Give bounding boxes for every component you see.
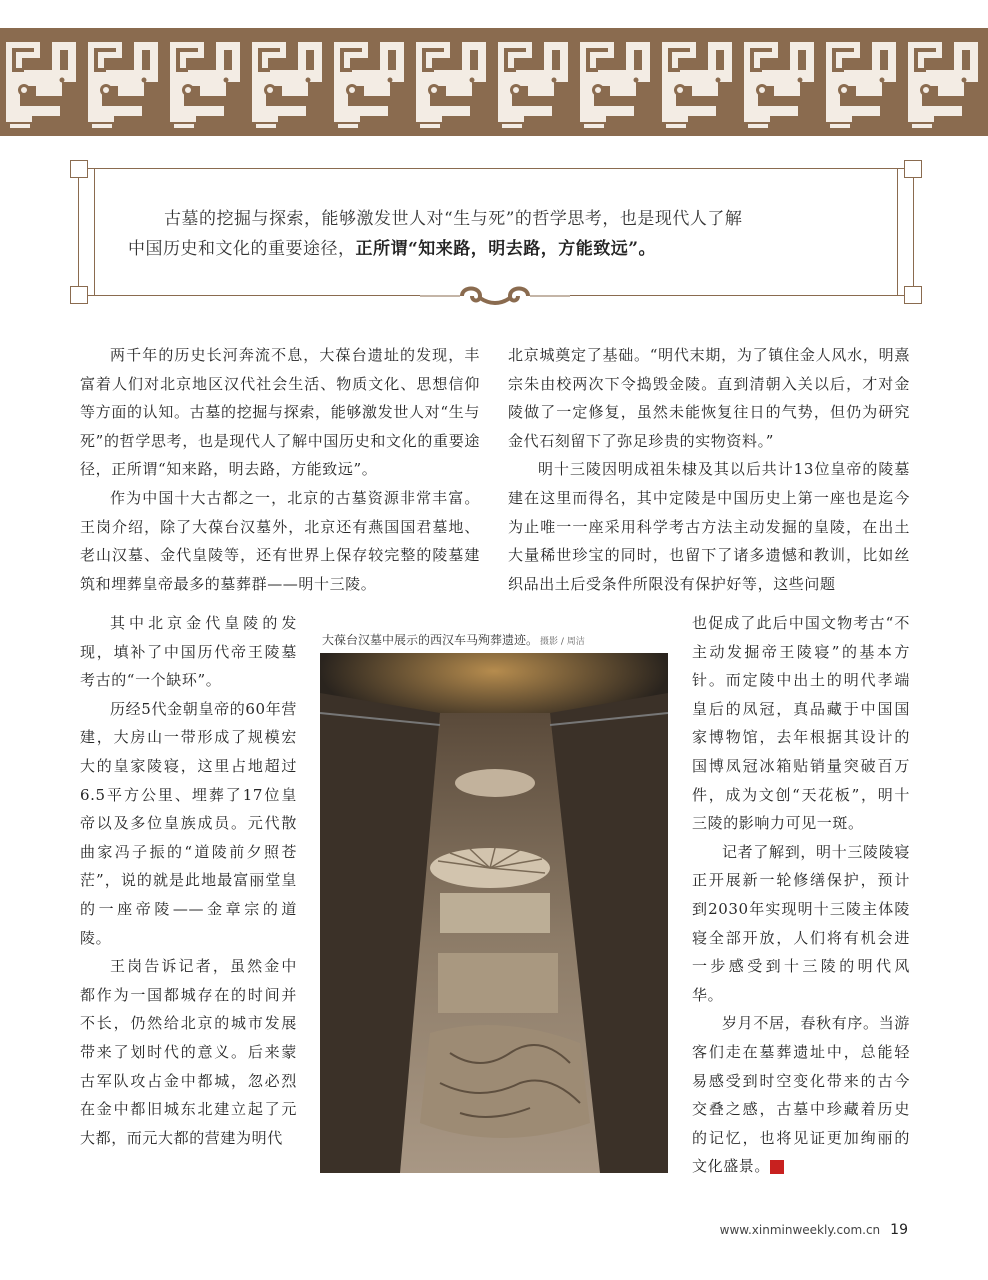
- decorative-pattern-band: [0, 28, 988, 136]
- bronze-pattern-icon: [0, 28, 988, 136]
- photo-caption-text: 大葆台汉墓中展示的西汉车马殉葬遗迹。: [322, 633, 539, 647]
- article-column-left-narrow: [80, 609, 297, 1152]
- pull-quote-box: [78, 168, 914, 296]
- article-paragraph: 也促成了此后中国文物考古“不主动发掘帝王陵寝”的基本方针。而定陵中出土的明代孝端皇后的凤冠，真品藏于中国国家博物馆，去年根据其设计的国博凤冠冰箱贴销量突破百万件，成为文创“天花板”，明十三陵的影响力可见一斑。: [692, 614, 910, 833]
- corner-ornament: [70, 160, 88, 178]
- article-paragraph: 王岗告诉记者，虽然金中都作为一国都城存在的时间并不长，仍然给北京的城市发展带来了划时代的意义。后来蒙古军队攻占金中都城，忽必烈在金中都旧城东北建立起了元大都，而元大都的营建为明代: [80, 957, 297, 1147]
- scroll-ornament-icon: [420, 284, 570, 308]
- corner-ornament: [904, 286, 922, 304]
- quote-line: 古墓的挖掘与探索，能够激发世人对“生与死”的哲学思考，也是现代人了解: [164, 209, 743, 229]
- scroll-ornament: [420, 284, 570, 308]
- end-mark-icon: 民: [770, 1160, 784, 1174]
- tomb-photo: [320, 653, 668, 1173]
- quote-line: 中国历史和文化的重要途径，: [128, 239, 356, 259]
- website-url: www.xinminweekly.com.cn: [719, 1223, 881, 1237]
- article-paragraph: [692, 1009, 910, 1181]
- article-paragraph: 明十三陵因明成祖朱棣及其以后共计13位皇帝的陵墓建在这里而得名，其中定陵是中国历史上第一座也是迄今为止唯一一座采用科学考古方法主动发掘的皇陵，在出土大量稀世珍宝的同时，也留下了诸多遗憾和教训，比如丝织品出土后受条件所限没有保护好等，这些问题: [508, 460, 910, 593]
- article-paragraph-text: 岁月不居，春秋有序。当游客们走在墓葬遗址中，总能轻易感受到时空变化带来的古今交叠之感，古墓中珍藏着历史的记忆，也将见证更加绚丽的文化盛景。: [692, 1014, 910, 1176]
- article-column-left: [80, 341, 480, 598]
- photo-credit: 摄影 / 周洁: [540, 637, 585, 647]
- page-number: 19: [890, 1222, 908, 1238]
- photo-caption: [322, 631, 672, 648]
- pull-quote-text: [128, 204, 874, 264]
- chariot-burial-image: [320, 653, 668, 1173]
- article-paragraph: 记者了解到，明十三陵陵寝正开展新一轮修缮保护，预计到2030年实现明十三陵主体陵寝全部开放，人们将有机会进一步感受到十三陵的明代风华。: [692, 842, 910, 1004]
- article-paragraph: 北京城奠定了基础。“明代末期，为了镇住金人风水，明熹宗朱由校两次下令捣毁金陵。直到清朝入关以后，才对金陵做了一定修复，虽然未能恢复往日的气势，但仍为研究金代石刻留下了弥足珍贵的实物资料。”: [508, 346, 910, 450]
- article-paragraph: 历经5代金朝皇帝的60年营建，大房山一带形成了规模宏大的皇家陵寝，这里占地超过6.5平方公里、埋葬了17位皇帝以及多位皇族成员。元代散曲家冯子振的“道陵前夕照苍茫”，说的就是此地最富丽堂皇的一座帝陵——金章宗的道陵。: [80, 699, 297, 947]
- corner-ornament: [904, 160, 922, 178]
- article-paragraph: 其中北京金代皇陵的发现，填补了中国历代帝王陵墓考古的“一个缺环”。: [80, 614, 297, 690]
- page-footer: [720, 1222, 908, 1238]
- article-column-right: [508, 341, 910, 598]
- quote-emphasis: 正所谓“知来路，明去路，方能致远”。: [355, 239, 657, 259]
- corner-ornament: [70, 286, 88, 304]
- article-paragraph: 两千年的历史长河奔流不息，大葆台遗址的发现，丰富着人们对北京地区汉代社会生活、物质文化、思想信仰等方面的认知。古墓的挖掘与探索，能够激发世人对“生与死”的哲学思考，也是现代人了解中国历史和文化的重要途径，正所谓“知来路，明去路，方能致远”。: [80, 346, 480, 479]
- article-paragraph: 作为中国十大古都之一，北京的古墓资源非常丰富。王岗介绍，除了大葆台汉墓外，北京还有燕国国君墓地、老山汉墓、金代皇陵等，还有世界上保存较完整的陵墓建筑和埋葬皇帝最多的墓葬群——明十三陵。: [80, 488, 480, 593]
- article-column-right-narrow: [692, 609, 910, 1181]
